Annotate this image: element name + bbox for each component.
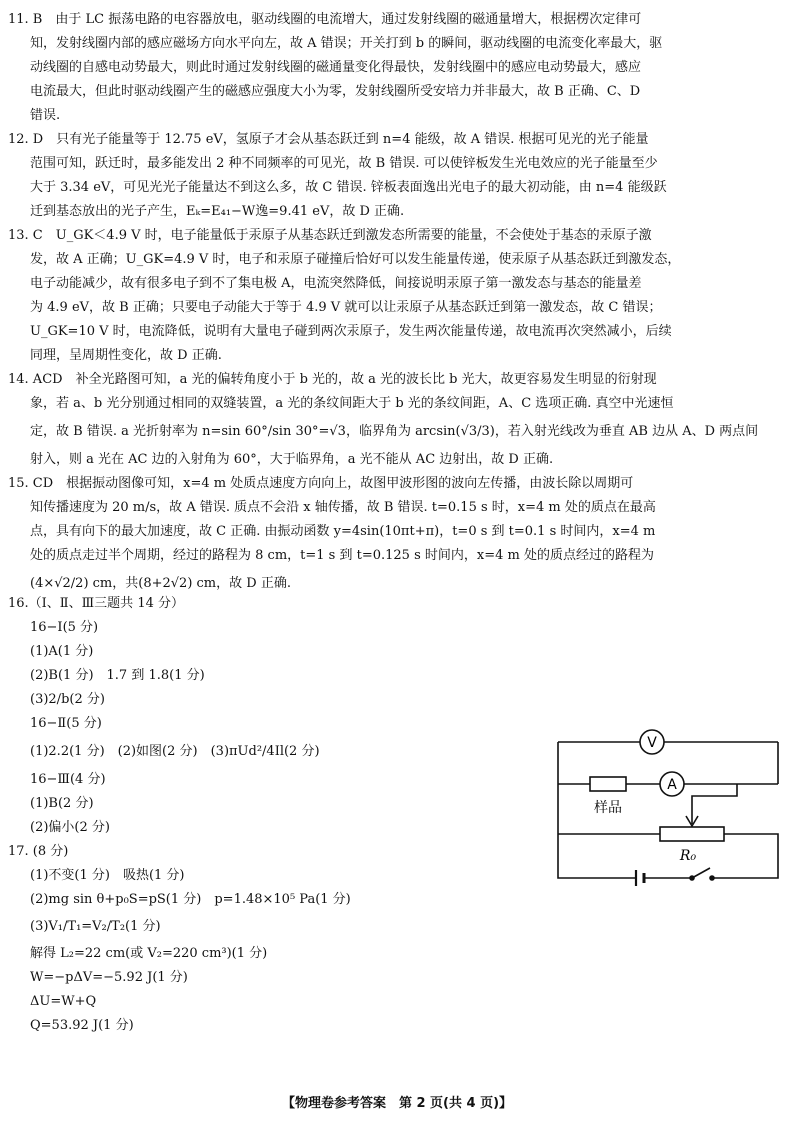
answer-line: 16−Ⅱ(5 分) [30,716,102,731]
answer-17 [8,840,528,1038]
answer-line: 17. (8 分) [8,844,69,859]
answer-12 [8,128,786,224]
answer-16 [8,592,528,840]
answer-11 [8,8,786,128]
sample-resistor [590,777,626,791]
answer-line: 知传播速度为 20 m/s，故 A 错误. 质点不会沿 x 轴传播，故 B 错误. t=0.15 s 时，x=4 m 处的质点在最高 [30,500,656,515]
answer-line: (1)B(2 分) [30,796,94,811]
answer-15 [8,472,786,600]
answer-line: 射入，则 a 光在 AC 边的入射角为 60°，大于临界角，a 光不能从 AC 边射出，故 D 正确. [30,452,554,467]
answer-line: (1)A(1 分) [30,644,94,659]
answer-line: 16−Ⅰ(5 分) [30,620,99,635]
answer-16-17 [8,592,528,1038]
answer-line: 解得 L₂=22 cm(或 V₂=220 cm³)(1 分) [30,946,268,961]
answer-line: U_GK=10 V 时，电流降低，说明有大量电子碰到两次汞原子，发生两次能量传递，故电流再次突然减小，后续 [30,324,672,339]
answer-line: (2)mg sin θ+p₀S=pS(1 分) p=1.48×10⁵ Pa(1 分) [30,892,351,907]
answer-line: 处的质点走过半个周期，经过的路程为 8 cm，t=1 s 到 t=0.125 s 时间内，x=4 m 处的质点经过的路程为 [30,548,654,563]
answer-line: 迁到基态放出的光子产生，Eₖ=E₄₁−W逸=9.41 eV，故 D 正确. [30,204,405,219]
switch-blade [692,868,710,878]
answer-line: 同理，呈周期性变化，故 D 正确. [30,348,222,363]
answer-line: 16.（Ⅰ、Ⅱ、Ⅲ三题共 14 分） [8,596,184,611]
answer-line: ΔU=W+Q [30,994,97,1009]
slider-wire [692,784,737,824]
answer-page [8,8,786,600]
sample-label: 样品 [594,800,622,816]
answer-line: 11. B 由于 LC 振荡电路的电容器放电，驱动线圈的电流增大，通过发射线圈的磁通量增大，根据楞次定律可 [8,12,642,27]
answer-line: W=−pΔV=−5.92 J(1 分) [30,970,188,985]
answer-14 [8,368,786,472]
answer-line: 16−Ⅲ(4 分) [30,772,106,787]
answer-line: 动线圈的自感电动势最大，则此时通过发射线圈的磁通量变化得最快，发射线圈中的感应电动势最大，感应 [30,60,642,75]
answer-line: 错误. [30,108,61,123]
answer-line: 定，故 B 错误. a 光折射率为 n=sin 60°/sin 30°=√3，临界角为 arcsin(√3/3)，若入射光线改为垂直 AB 边从 A、D 两点间 [30,424,759,439]
answer-line: 15. CD 根据振动图像可知，x=4 m 处质点速度方向向上，故图甲波形图的波向左传播，由波长除以周期可 [8,476,634,491]
answer-line: (3)2/b(2 分) [30,692,105,707]
answer-line: (2)B(1 分) 1.7 到 1.8(1 分) [30,668,205,683]
answer-line: 发，故 A 正确；U_GK=4.9 V 时，电子和汞原子碰撞后恰好可以发生能量传递，使汞原子从基态跃迁到激发态， [30,252,681,267]
ammeter-label: A [667,777,677,793]
answer-line: (2)偏小(2 分) [30,820,110,835]
answer-line: 为 4.9 eV，故 B 正确；只要电子动能大于等于 4.9 V 就可以让汞原子从基态跃迁到第一激发态，故 C 错误； [30,300,662,315]
answer-line: (3)V₁/T₁=V₂/T₂(1 分) [30,919,161,934]
answer-line: 点，具有向下的最大加速度，故 C 正确. 由振动函数 y=4sin(10πt+π)，t=0 s 到 t=0.1 s 时间内，x=4 m [30,524,656,539]
answer-line: (1)2.2(1 分) (2)如图(2 分) (3)πUd²/4Il(2 分) [30,744,320,759]
answer-line: 电流最大，但此时驱动线圈产生的磁感应强度大小为零，发射线圈所受安培力并非最大，故 B 正确、C、D [30,84,641,99]
answer-line: 13. C U_GK＜4.9 V 时，电子能量低于汞原子从基态跃迁到激发态所需要的能量，不会使处于基态的汞原子激 [8,228,652,243]
answer-line: 范围可知，跃迁时，最多能发出 2 种不同频率的可见光，故 B 错误. 可以使锌板发生光电效应的光子能量至少 [30,156,658,171]
answer-line: (4×√2/2) cm，共(8+2√2) cm，故 D 正确. [30,576,291,591]
rheostat-label: R₀ [679,848,697,864]
answer-line: 大于 3.34 eV，可见光光子能量达不到这么多，故 C 错误. 锌板表面逸出光电子的最大初动能，由 n=4 能级跃 [30,180,667,195]
answer-line: 电子动能减少，故有很多电子到不了集电极 A，电流突然降低，间接说明汞原子第一激发态与基态的能量差 [30,276,642,291]
answer-line: 象，若 a、b 光分别通过相同的双缝装置，a 光的条纹间距大于 b 光的条纹间距，A、C 选项正确. 真空中光速恒 [30,396,674,411]
rheostat-resistor [660,827,724,841]
voltmeter-label: V [647,735,657,751]
answer-line: (1)不变(1 分) 吸热(1 分) [30,868,185,883]
circuit-diagram [552,724,782,894]
answer-line: 知，发射线圈内部的感应磁场方向水平向左，故 A 错误；开关打到 b 的瞬间，驱动线圈的电流变化率最大，驱 [30,36,663,51]
switch-contact [710,876,714,880]
answer-line: 14. ACD 补全光路图可知，a 光的偏转角度小于 b 光的，故 a 光的波长比 b 光大，故更容易发生明显的衍射现 [8,372,657,387]
answer-line: Q=53.92 J(1 分) [30,1018,134,1033]
answer-line: 12. D 只有光子能量等于 12.75 eV，氢原子才会从基态跃迁到 n=4 能级，故 A 错误. 根据可见光的光子能量 [8,132,649,147]
answer-13 [8,224,786,368]
page-footer: 【物理卷参考答案 第 2 页(共 4 页)】 [281,1096,513,1111]
